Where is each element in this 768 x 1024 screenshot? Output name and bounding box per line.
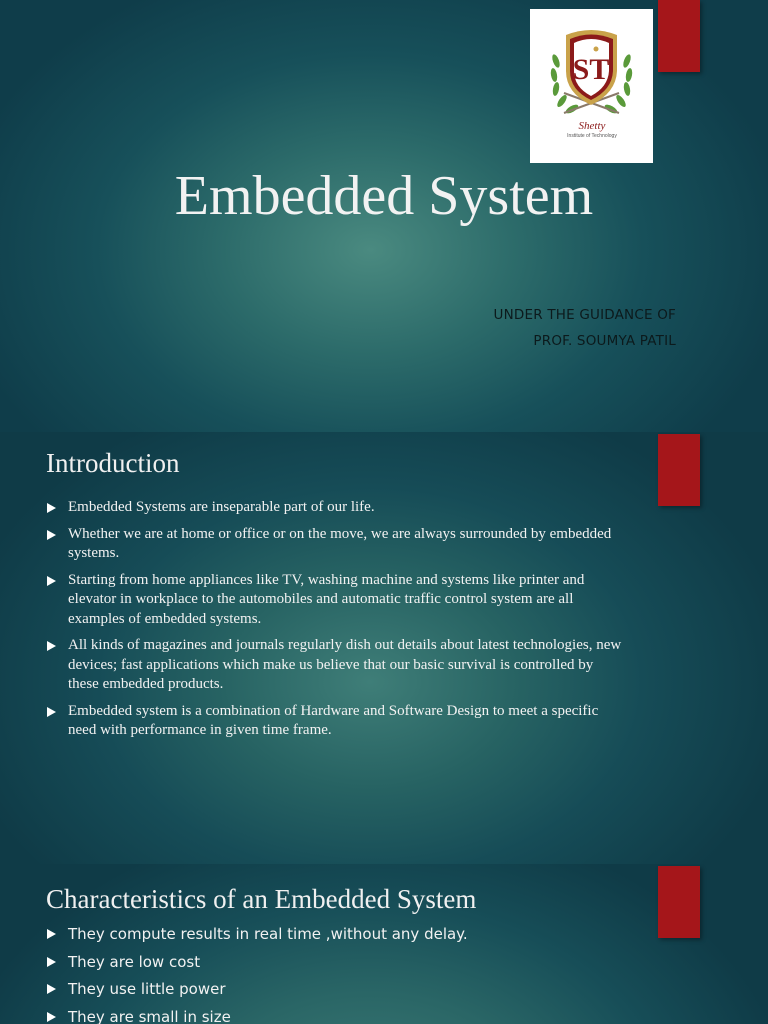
bullet-arrow-icon bbox=[47, 1012, 56, 1022]
slide-heading: Introduction bbox=[46, 448, 180, 478]
list-item bbox=[46, 498, 626, 518]
bullet-list bbox=[46, 924, 646, 1024]
guidance-label: UNDER THE GUIDANCE OF bbox=[493, 307, 676, 323]
list-item bbox=[46, 702, 626, 741]
professor-name: PROF. SOUMYA PATIL bbox=[533, 333, 676, 349]
list-item bbox=[46, 979, 646, 999]
institute-logo bbox=[530, 9, 653, 163]
bullet-arrow-icon bbox=[47, 957, 56, 967]
bullet-list bbox=[46, 498, 626, 748]
guidance-block bbox=[494, 302, 676, 354]
bullet-arrow-icon bbox=[47, 503, 56, 513]
characteristics-slide bbox=[0, 864, 768, 1024]
bullet-text: Embedded Systems are inseparable part of our life. bbox=[68, 499, 375, 515]
bullet-text: Starting from home appliances like TV, washing machine and systems like printer and elevator in workplace to the automobiles and automatic traffic control system are all examples of embedded systems. bbox=[68, 571, 585, 627]
bullet-text: Embedded system is a combination of Hardware and Software Design to meet a specific need with performance in given time frame. bbox=[68, 702, 599, 738]
presentation-title: Embedded System bbox=[174, 165, 594, 227]
svg-text:ST: ST bbox=[572, 53, 610, 86]
bullet-text: They use little power bbox=[68, 980, 226, 998]
bullet-text: They compute results in real time ,without any delay. bbox=[68, 925, 468, 943]
svg-text:Shetty: Shetty bbox=[578, 120, 606, 132]
bullet-arrow-icon bbox=[47, 641, 56, 651]
title-slide bbox=[0, 0, 768, 432]
list-item bbox=[46, 1007, 646, 1024]
introduction-slide bbox=[0, 432, 768, 864]
bullet-text: They are small in size bbox=[68, 1007, 231, 1024]
bullet-text: They are low cost bbox=[68, 952, 201, 971]
list-item bbox=[46, 525, 626, 564]
bullet-arrow-icon bbox=[47, 530, 56, 540]
bullet-arrow-icon bbox=[47, 984, 56, 994]
accent-tab bbox=[658, 866, 700, 938]
list-item bbox=[46, 636, 626, 695]
shield-logo-icon bbox=[530, 9, 653, 163]
list-item bbox=[46, 952, 646, 972]
accent-tab bbox=[658, 0, 700, 72]
bullet-text: All kinds of magazines and journals regularly dish out details about latest technologies, new devices; fast applications which make us believe that our basic survival is controlled by these embedded products. bbox=[68, 637, 622, 692]
list-item bbox=[46, 571, 626, 630]
slide-heading: Characteristics of an Embedded System bbox=[46, 884, 477, 914]
svg-text:Institute of Technology: Institute of Technology bbox=[567, 133, 617, 139]
bullet-arrow-icon bbox=[47, 929, 56, 939]
bullet-text: Whether we are at home or office or on the move, we are always surrounded by embedded systems. bbox=[68, 525, 612, 561]
bullet-arrow-icon bbox=[47, 707, 56, 717]
list-item bbox=[46, 924, 646, 944]
accent-tab bbox=[658, 434, 700, 506]
bullet-arrow-icon bbox=[47, 576, 56, 586]
